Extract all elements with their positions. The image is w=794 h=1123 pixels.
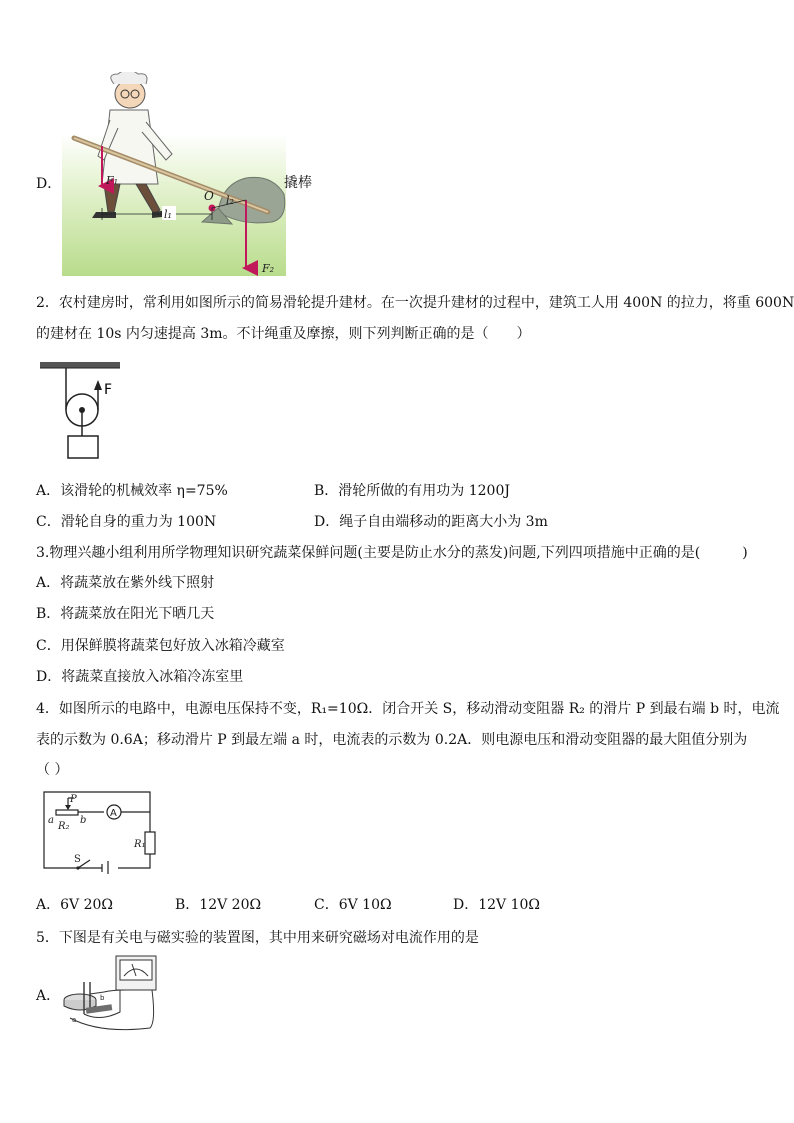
- q2-stem-line2: 的建材在 10s 内匀速提高 3m。不计绳重及摩擦，则下列判断正确的是（ ）: [36, 326, 531, 342]
- q4-option-b[interactable]: B．12V 20Ω: [175, 897, 262, 913]
- q4-option-c[interactable]: C．6V 10Ω: [314, 897, 392, 913]
- resistor-label-r1: R₁: [134, 839, 146, 850]
- slider-label-p: P: [70, 794, 77, 805]
- q3-option-a[interactable]: A．将蔬菜放在紫外线下照射: [36, 575, 215, 591]
- q2-option-d[interactable]: D．绳子自由端移动的距离大小为 3m: [314, 514, 548, 530]
- ammeter-label: A: [110, 808, 117, 819]
- q1-lever-figure: [62, 72, 302, 278]
- arm-label-l1: l₁: [164, 208, 172, 221]
- q5-option-a-label: A．: [36, 988, 61, 1004]
- switch-label-s: S: [74, 854, 81, 865]
- q2-stem-line1: 2．农村建房时，常利用如图所示的简易滑轮提升建材。在一次提升建材的过程中，建筑工人用 400N 的拉力，将重 600N: [36, 295, 794, 311]
- q4-circuit-figure: [38, 788, 160, 874]
- q4-stem-line1: 4．如图所示的电路中，电源电压保持不变，R₁=10Ω．闭合开关 S，移动滑动变阻器 R₂ 的滑片 P 到最右端 b 时，电流: [36, 701, 780, 717]
- q1-figure-caption: 撬棒: [284, 175, 312, 191]
- resistor-label-r2: R₂: [58, 821, 70, 832]
- wire-label-a: a: [72, 1016, 77, 1024]
- wire-label-b: b: [100, 994, 105, 1002]
- q4-option-d[interactable]: D．12V 10Ω: [453, 897, 541, 913]
- q3-option-c[interactable]: C．用保鲜膜将蔬菜包好放入冰箱冷藏室: [36, 638, 285, 654]
- q5-stem: 5．下图是有关电与磁实验的装置图，其中用来研究磁场对电流作用的是: [36, 930, 479, 946]
- force-label-f2: F₂: [262, 262, 275, 275]
- q3-stem: 3.物理兴趣小组利用所学物理知识研究蔬菜保鲜问题(主要是防止水分的蒸发)问题,下列四项措施中正确的是( ): [36, 545, 748, 561]
- q2-option-b[interactable]: B．滑轮所做的有用功为 1200J: [314, 483, 510, 499]
- q1-option-d-label: D．: [36, 176, 62, 192]
- q2-option-a[interactable]: A．该滑轮的机械效率 η=75%: [36, 483, 228, 499]
- q4-option-a[interactable]: A．6V 20Ω: [36, 897, 113, 913]
- pivot-label-o: O: [204, 189, 214, 203]
- q4-stem-line2: 表的示数为 0.6A；移动滑片 P 到最左端 a 时，电流表的示数为 0.2A．则电源电压和滑动变阻器的最大阻值分别为: [36, 732, 748, 748]
- force-label-f1: F₁: [106, 174, 119, 187]
- end-label-b: b: [80, 815, 87, 826]
- q2-pulley-figure: [38, 360, 128, 465]
- q2-option-c[interactable]: C．滑轮自身的重力为 100N: [36, 514, 217, 530]
- end-label-a: a: [48, 815, 54, 826]
- arm-label-l2: l₂: [226, 194, 234, 207]
- q3-option-d[interactable]: D．将蔬菜直接放入冰箱冷冻室里: [36, 669, 244, 685]
- q4-stem-line3: （ ）: [36, 762, 69, 778]
- q5-galvanometer-figure: [60, 952, 160, 1034]
- q3-option-b[interactable]: B．将蔬菜放在阳光下晒几天: [36, 606, 215, 622]
- pulley-force-label: F: [104, 382, 113, 398]
